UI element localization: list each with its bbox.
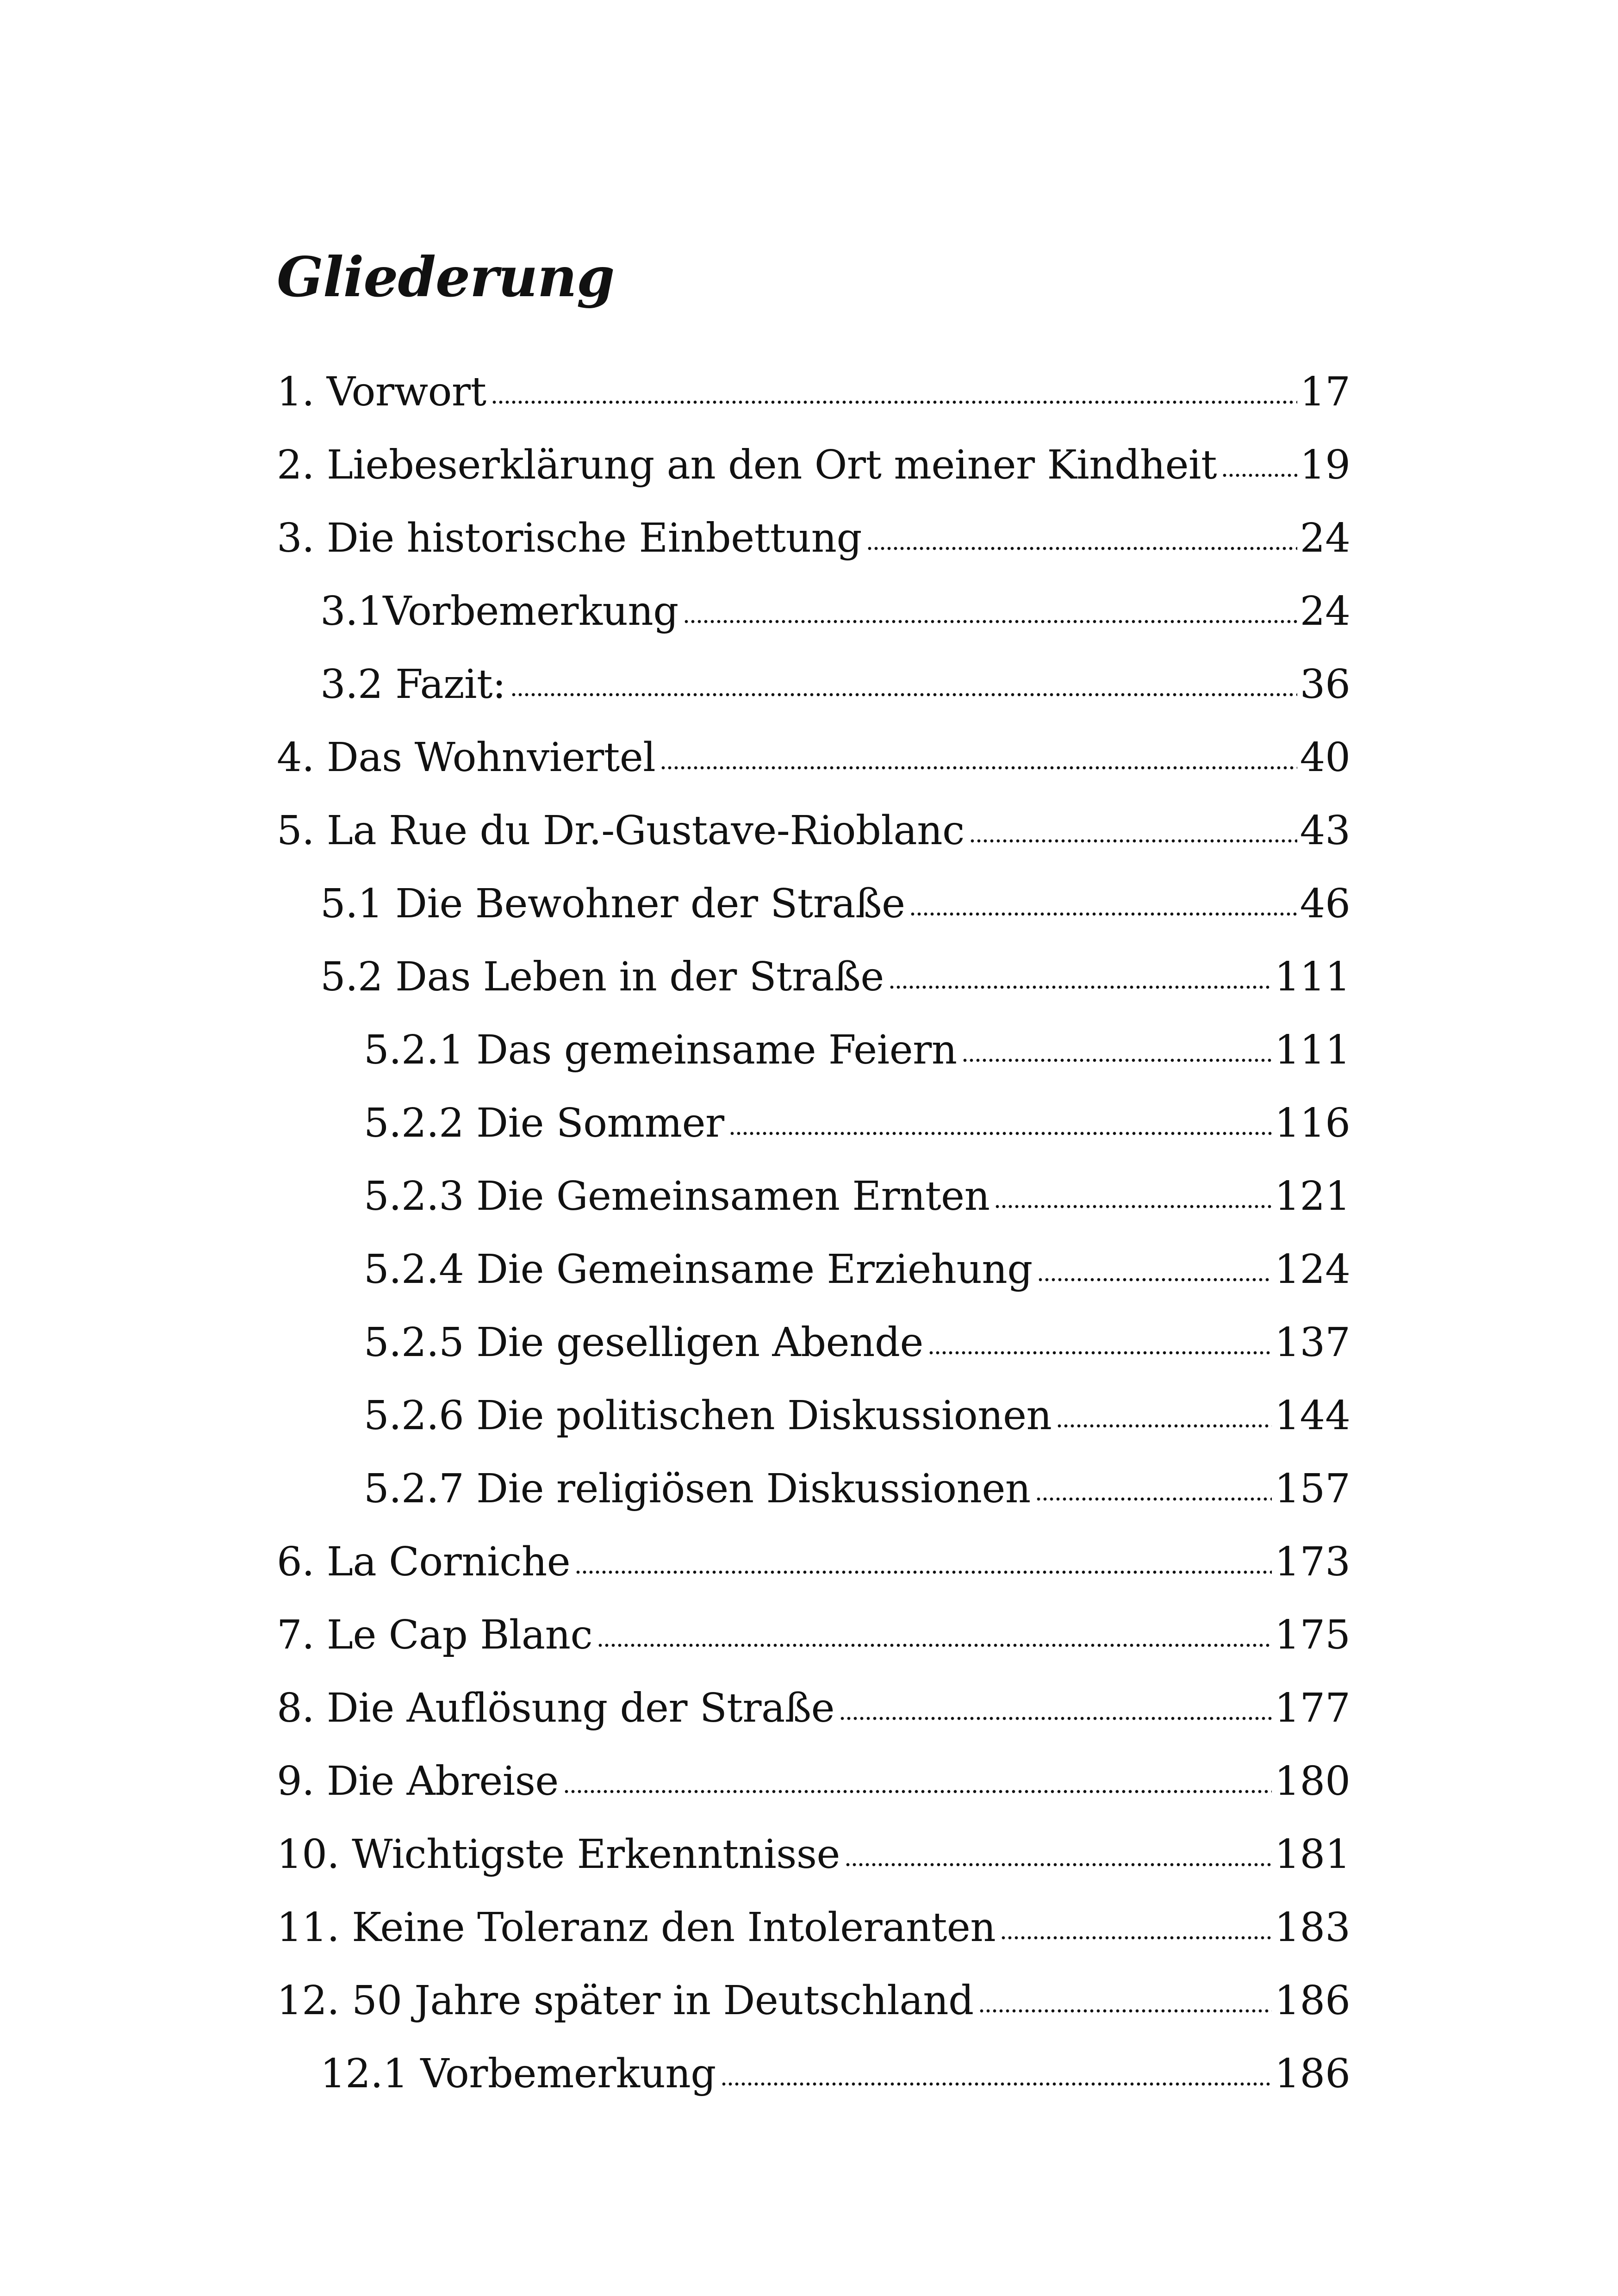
toc-entry-page-number: 183 <box>1274 1904 1350 1951</box>
toc-entry-page-number: 111 <box>1274 1027 1350 1073</box>
dot-leader <box>1056 1394 1271 1434</box>
page-title: Gliederung <box>277 245 615 309</box>
toc-entry[interactable] <box>277 1829 1350 1880</box>
dot-leader <box>729 1101 1272 1141</box>
toc-entry-label: 5.2.6 Die politischen Diskussionen <box>364 1393 1052 1439</box>
dot-leader <box>721 2052 1272 2092</box>
toc-entry-label: 6. La Corniche <box>277 1539 571 1585</box>
toc-entry-page-number: 186 <box>1274 2051 1350 2097</box>
toc-entry[interactable] <box>364 1025 1350 1076</box>
toc-entry-label: 11. Keine Toleranz den Intoleranten <box>277 1904 996 1951</box>
toc-entry-label: 8. Die Auflösung der Straße <box>277 1685 835 1731</box>
toc-entry-page-number: 116 <box>1274 1100 1350 1146</box>
dot-leader <box>978 1979 1272 2019</box>
toc-entry-page-number: 124 <box>1274 1246 1350 1293</box>
toc-entry-label: 5.2.3 Die Gemeinsamen Ernten <box>364 1173 990 1220</box>
toc-entry-page-number: 121 <box>1274 1173 1350 1220</box>
toc-entry-page-number: 24 <box>1300 515 1350 561</box>
toc-entry-page-number: 157 <box>1274 1466 1350 1512</box>
toc-entry-label: 5. La Rue du Dr.-Gustave-Rioblanc <box>277 808 965 854</box>
toc-entry[interactable] <box>320 586 1350 637</box>
dot-leader <box>928 1321 1272 1361</box>
toc-entry-label: 12.1 Vorbemerkung <box>320 2051 716 2097</box>
dot-leader <box>683 590 1297 629</box>
toc-entry[interactable] <box>277 1683 1350 1734</box>
dot-leader <box>660 736 1297 776</box>
toc-entry[interactable] <box>320 878 1350 929</box>
toc-entry[interactable] <box>277 1537 1350 1587</box>
toc-entry[interactable] <box>364 1098 1350 1149</box>
toc-entry[interactable] <box>364 1390 1350 1441</box>
dot-leader <box>969 809 1297 849</box>
toc-entry-page-number: 181 <box>1274 1831 1350 1878</box>
dot-leader <box>839 1686 1272 1726</box>
toc-entry[interactable] <box>277 440 1350 491</box>
toc-entry-page-number: 175 <box>1274 1612 1350 1658</box>
toc-entry[interactable] <box>320 2048 1350 2099</box>
toc-entry-page-number: 144 <box>1274 1393 1350 1439</box>
toc-entry-label: 4. Das Wohnviertel <box>277 734 656 781</box>
dot-leader <box>994 1175 1271 1214</box>
dot-leader <box>889 955 1272 995</box>
toc-entry[interactable] <box>277 513 1350 564</box>
dot-leader <box>1035 1467 1272 1507</box>
toc-entry-page-number: 43 <box>1300 808 1350 854</box>
toc-entry[interactable] <box>320 952 1350 1002</box>
toc-entry-label: 7. Le Cap Blanc <box>277 1612 593 1658</box>
toc-entry-label: 2. Liebeserklärung an den Ort meiner Kindheit <box>277 442 1217 488</box>
toc-entry[interactable] <box>364 1463 1350 1514</box>
toc-entry-label: 5.2.4 Die Gemeinsame Erziehung <box>364 1246 1033 1293</box>
toc-entry[interactable] <box>277 1756 1350 1807</box>
toc-entry-label: 3. Die historische Einbettung <box>277 515 862 561</box>
toc-entry-page-number: 111 <box>1274 954 1350 1000</box>
dot-leader <box>866 516 1297 556</box>
dot-leader <box>510 663 1297 703</box>
toc-entry-label: 5.2 Das Leben in der Straße <box>320 954 884 1000</box>
dot-leader <box>1221 443 1297 483</box>
dot-leader <box>563 1760 1272 1799</box>
toc-entry[interactable] <box>277 367 1350 417</box>
toc-entry-page-number: 137 <box>1274 1319 1350 1366</box>
toc-entry[interactable] <box>277 805 1350 856</box>
toc-entry[interactable] <box>277 1902 1350 1953</box>
toc-entry-label: 5.2.5 Die geselligen Abende <box>364 1319 923 1366</box>
dot-leader <box>962 1028 1272 1068</box>
toc-entry-page-number: 40 <box>1300 734 1350 781</box>
toc-entry-label: 3.1Vorbemerkung <box>320 588 678 635</box>
toc-entry-label: 5.2.2 Die Sommer <box>364 1100 724 1146</box>
toc-entry-page-number: 173 <box>1274 1539 1350 1585</box>
toc-entry[interactable] <box>277 1975 1350 2026</box>
toc-entry[interactable] <box>277 1610 1350 1661</box>
toc-entry[interactable] <box>364 1171 1350 1222</box>
toc-entry-page-number: 180 <box>1274 1758 1350 1804</box>
toc-entry-page-number: 36 <box>1300 661 1350 708</box>
dot-leader <box>575 1540 1272 1580</box>
dot-leader <box>491 370 1297 410</box>
toc-entry-label: 5.2.7 Die religiösen Diskussionen <box>364 1466 1031 1512</box>
toc-entry-page-number: 46 <box>1300 881 1350 927</box>
toc-entry-label: 5.2.1 Das gemeinsame Feiern <box>364 1027 957 1073</box>
toc-entry[interactable] <box>320 659 1350 710</box>
toc-entry-page-number: 177 <box>1274 1685 1350 1731</box>
toc-entry[interactable] <box>277 732 1350 783</box>
dot-leader <box>1000 1906 1272 1946</box>
toc-entry-page-number: 186 <box>1274 1978 1350 2024</box>
toc-entry-label: 3.2 Fazit: <box>320 661 506 708</box>
toc-entry-label: 9. Die Abreise <box>277 1758 559 1804</box>
toc-entry[interactable] <box>364 1317 1350 1368</box>
dot-leader <box>845 1833 1272 1873</box>
toc-entry-label: 12. 50 Jahre später in Deutschland <box>277 1978 974 2024</box>
toc-entry-label: 5.1 Die Bewohner der Straße <box>320 881 905 927</box>
dot-leader <box>597 1613 1272 1653</box>
toc-entry-label: 10. Wichtigste Erkenntnisse <box>277 1831 840 1878</box>
toc-entry-page-number: 19 <box>1300 442 1350 488</box>
dot-leader <box>1037 1248 1272 1288</box>
toc-entry-page-number: 17 <box>1300 369 1350 415</box>
dot-leader <box>909 882 1297 922</box>
toc-entry-page-number: 24 <box>1300 588 1350 635</box>
toc-entry-label: 1. Vorwort <box>277 369 486 415</box>
toc-entry[interactable] <box>364 1244 1350 1295</box>
